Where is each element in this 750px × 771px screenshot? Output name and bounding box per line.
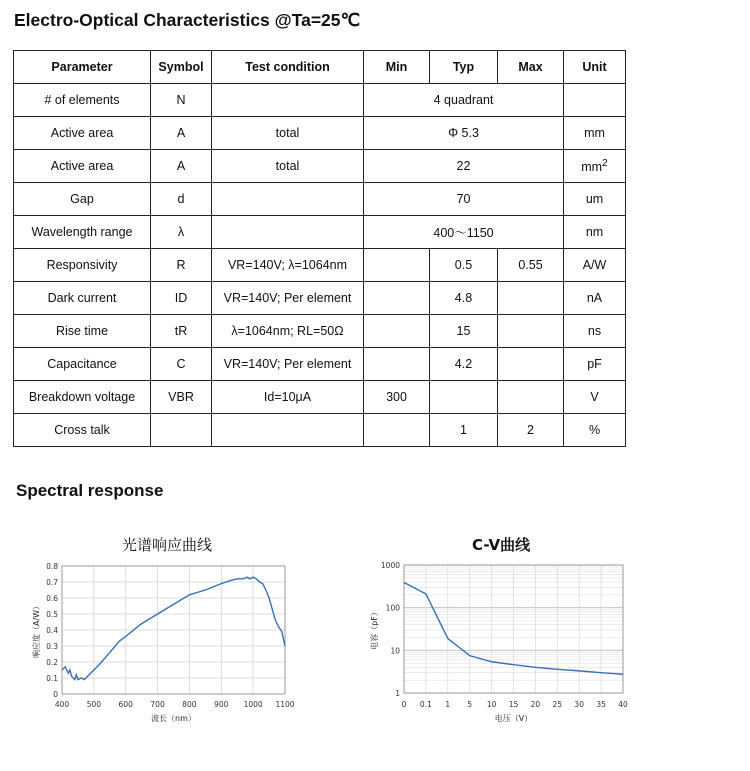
max-cell [498,381,564,414]
x-tick-label: 500 [86,700,102,709]
value-cell: Φ 5.3 [364,117,564,150]
parameter-cell: Gap [14,183,151,216]
column-header: Unit [564,51,626,84]
table-row [14,282,626,315]
y-tick-label: 0.5 [46,610,58,619]
table-row [14,183,626,216]
x-tick-label: 600 [118,700,133,709]
unit-superscript: 2 [602,157,608,169]
unit-cell: pF [564,348,626,381]
typ-cell: 4.8 [430,282,498,315]
x-axis-label: 电压（V） [494,714,533,723]
value-cell: 4 quadrant [364,84,564,117]
y-tick-label: 1000 [380,561,400,570]
symbol-cell: A [151,117,212,150]
table-row [14,381,626,414]
unit-cell: % [564,414,626,447]
y-axis-label: 响应度（A/W） [32,601,41,659]
condition-cell [212,216,364,249]
parameter-cell: Capacitance [14,348,151,381]
condition-cell [212,84,364,117]
parameter-cell: Dark current [14,282,151,315]
page-title: Electro-Optical Characteristics @Ta=25℃ [14,10,361,30]
condition-cell: VR=140V; Per element [212,348,364,381]
table-row [14,348,626,381]
unit-cell: um [564,183,626,216]
unit-cell: V [564,381,626,414]
table-row [14,249,626,282]
cv-curve-chart [365,558,635,733]
unit-cell: A/W [564,249,626,282]
x-tick-label: 0.1 [419,700,432,709]
parameter-cell: Wavelength range [14,216,151,249]
condition-cell: λ=1064nm; RL=50Ω [212,315,364,348]
symbol-cell: A [151,150,212,183]
column-header: Min [364,51,430,84]
min-cell [364,348,430,381]
min-cell [364,282,430,315]
min-cell [364,249,430,282]
x-tick-label: 25 [552,700,563,709]
column-header: Typ [430,51,498,84]
typ-cell: 15 [430,315,498,348]
parameter-cell: Responsivity [14,249,151,282]
min-cell: 300 [364,381,430,414]
value-cell: 70 [364,183,564,216]
unit-cell: nm [564,216,626,249]
table-header-row [14,51,626,84]
symbol-cell: VBR [151,381,212,414]
x-tick-label: 40 [618,700,628,709]
y-axis-label: 电容（pF） [370,608,379,650]
y-tick-label: 0 [53,690,58,699]
unit-cell [564,84,626,117]
condition-cell: total [212,117,364,150]
column-header: Parameter [14,51,151,84]
x-tick-label: 0 [401,700,407,709]
spectral-series-line [62,577,285,679]
y-tick-label: 0.6 [46,594,58,603]
condition-cell: VR=140V; Per element [212,282,364,315]
condition-cell: Id=10μA [212,381,364,414]
parameter-cell: Active area [14,117,151,150]
y-tick-label: 10 [390,646,400,656]
column-header: Symbol [151,51,212,84]
cv-chart-title: C-V曲线 [472,536,531,554]
x-tick-label: 30 [574,700,584,709]
value-cell: 400～1150 [364,216,564,249]
parameter-cell: Cross talk [14,414,151,447]
symbol-cell [151,414,212,447]
x-axis-label: 波长（nm） [151,714,196,723]
x-tick-label: 1 [445,700,451,709]
max-cell [498,282,564,315]
typ-cell: 0.5 [430,249,498,282]
table-row [14,84,626,117]
spectral-response-chart [30,560,300,735]
x-tick-label: 10 [486,700,497,709]
x-tick-label: 15 [508,700,519,709]
spectral-chart-title: 光谱响应曲线 [122,536,213,554]
x-tick-label: 5 [467,700,473,709]
symbol-cell: λ [151,216,212,249]
y-tick-label: 1 [395,689,400,698]
max-cell [498,348,564,381]
condition-cell [212,414,364,447]
x-tick-label: 900 [214,700,229,709]
y-tick-label: 0.3 [46,642,58,651]
symbol-cell: R [151,249,212,282]
condition-cell: VR=140V; λ=1064nm [212,249,364,282]
unit-cell: nA [564,282,626,315]
x-tick-label: 400 [54,700,70,709]
typ-cell: 4.2 [430,348,498,381]
min-cell [364,315,430,348]
value-cell: 22 [364,150,564,183]
max-cell [498,315,564,348]
spectral-response-heading: Spectral response [16,481,164,500]
symbol-cell: C [151,348,212,381]
unit-cell: ns [564,315,626,348]
symbol-cell: tR [151,315,212,348]
parameter-cell: Rise time [14,315,151,348]
unit-cell [564,150,626,183]
parameter-cell: # of elements [14,84,151,117]
symbol-cell: d [151,183,212,216]
column-header: Test condition [212,51,364,84]
x-tick-label: 1000 [243,700,263,709]
symbol-cell: N [151,84,212,117]
unit-text: mm [581,160,603,175]
x-tick-label: 35 [596,700,606,709]
parameter-cell: Breakdown voltage [14,381,151,414]
max-cell: 2 [498,414,564,447]
parameter-cell: Active area [14,150,151,183]
table-row [14,117,626,150]
x-tick-label: 1100 [275,700,295,709]
y-tick-label: 0.1 [46,674,58,683]
y-tick-label: 0.8 [46,562,58,571]
condition-cell [212,183,364,216]
y-tick-label: 0.2 [46,658,58,667]
y-tick-label: 0.4 [46,626,58,635]
unit-cell: mm [564,117,626,150]
x-tick-label: 800 [182,700,197,709]
table-row [14,216,626,249]
typ-cell [430,381,498,414]
max-cell: 0.55 [498,249,564,282]
min-cell [364,414,430,447]
x-tick-label: 20 [530,700,541,709]
y-tick-label: 0.7 [46,578,58,587]
table-row [14,315,626,348]
symbol-cell: ID [151,282,212,315]
condition-cell: total [212,150,364,183]
y-tick-label: 100 [385,603,400,613]
column-header: Max [498,51,564,84]
table-row [14,150,626,183]
table-row [14,414,626,447]
characteristics-table [13,50,626,447]
x-tick-label: 700 [150,700,165,709]
typ-cell: 1 [430,414,498,447]
